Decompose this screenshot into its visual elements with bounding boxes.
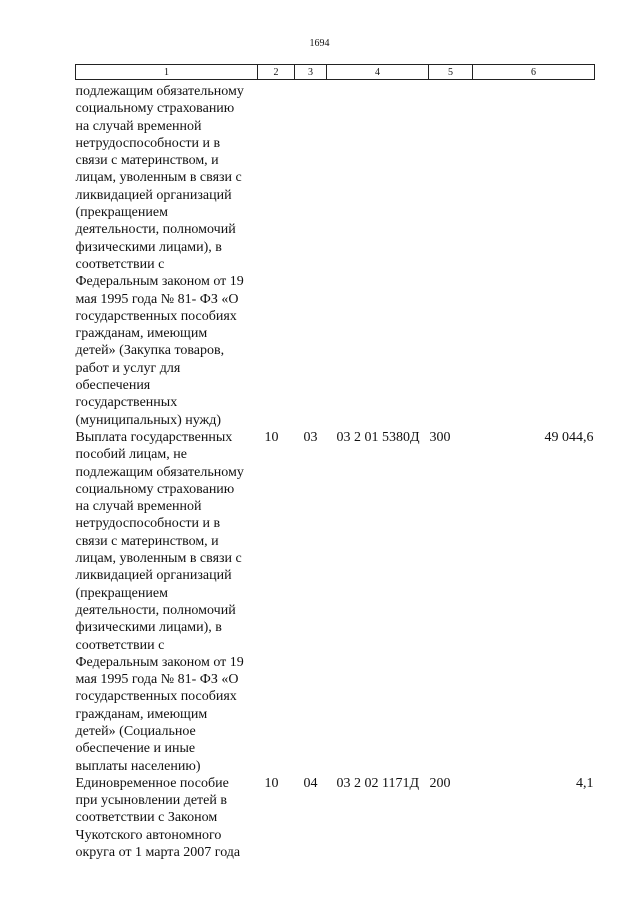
row-amount: 49 044,6 bbox=[544, 429, 594, 445]
table-row bbox=[76, 429, 595, 775]
table-row bbox=[76, 775, 595, 861]
row-section bbox=[258, 80, 295, 429]
row-target-code bbox=[327, 80, 429, 429]
column-header-2: 2 bbox=[258, 65, 295, 80]
column-header-6: 6 bbox=[473, 65, 595, 80]
row-amount: 4,1 bbox=[576, 775, 594, 791]
column-header-1: 1 bbox=[76, 65, 258, 80]
row-expense-type: 200 bbox=[429, 775, 451, 791]
row-section: 10 bbox=[264, 775, 279, 791]
table-header bbox=[76, 65, 595, 80]
row-description: подлежащим обязательному социальному страхованию на случай временной нетрудоспособности и в связи с материнством, и лицам, уволенным в связи с ликвидацией организаций (прекращением деятельности, полномочий физическими лицами), в соответствии с Федеральным законом от 19 мая 1995 года № 81- ФЗ «О государственных пособиях гражданам, имеющим детей» (Закупка товаров, работ и услуг для обеспечения государственных (муниципальных) нужд) bbox=[75, 84, 244, 428]
row-section: 10 bbox=[264, 429, 279, 445]
row-amount bbox=[473, 80, 595, 429]
row-description: Выплата государственных пособий лицам, не подлежащим обязательному социальному страхованию на случай временной нетрудоспособности и в связи с материнством, и лицам, уволенным в связи с ликвидацией организаций (прекращением деятельности, полномочий физическими лицами), в соответствии с Федеральным законом от 19 мая 1995 года № 81- ФЗ «О государственных пособиях гражданам, имеющим детей» (Социальное обеспечение и иные выплаты населению) bbox=[75, 429, 244, 774]
column-header-5: 5 bbox=[429, 65, 473, 80]
row-subsection bbox=[295, 80, 327, 429]
budget-table bbox=[75, 64, 595, 861]
table-body bbox=[76, 80, 595, 862]
row-description: Единовременное пособие при усыновлении детей в соответствии с Законом Чукотского автономного округа от 1 марта 2007 года bbox=[75, 775, 241, 861]
header-row bbox=[76, 65, 595, 80]
column-header-4: 4 bbox=[327, 65, 429, 80]
row-subsection: 04 bbox=[303, 775, 318, 791]
column-header-3: 3 bbox=[295, 65, 327, 80]
row-expense-type bbox=[429, 80, 473, 429]
row-subsection: 03 bbox=[303, 429, 318, 445]
row-target-code: 03 2 01 5380Д bbox=[336, 429, 420, 445]
row-expense-type: 300 bbox=[429, 429, 451, 445]
table-row bbox=[76, 80, 595, 429]
row-target-code: 03 2 02 1171Д bbox=[336, 775, 420, 791]
page-number: 1694 bbox=[309, 38, 330, 49]
